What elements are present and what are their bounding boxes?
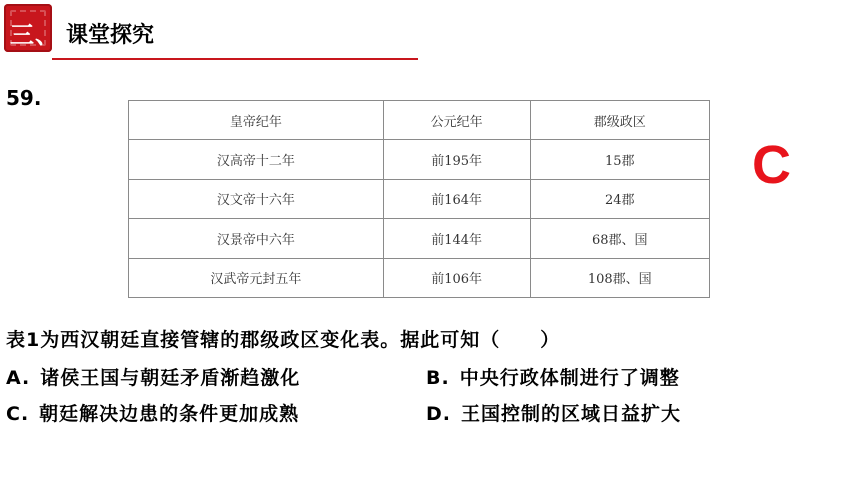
answer-letter: C (752, 135, 791, 195)
table-cell: 68郡、国 (530, 219, 710, 259)
option-text: 朝廷解决边患的条件更加成熟 (39, 403, 300, 425)
question-stem: 表1为西汉朝廷直接管辖的郡级政区变化表。据此可知（ ） (6, 329, 561, 351)
table-cell: 汉景帝中六年 (129, 219, 384, 259)
option-a[interactable] (6, 363, 300, 390)
header-divider (52, 58, 418, 60)
table-row (129, 179, 710, 219)
table-row (129, 258, 710, 298)
section-title: 课堂探究 (66, 23, 155, 48)
table-cell: 前144年 (383, 219, 530, 259)
section-number: 三、 (10, 21, 60, 49)
table-header-cell: 公元纪年 (383, 101, 530, 140)
option-letter: D. (426, 403, 451, 425)
table-header-cell: 皇帝纪年 (129, 101, 384, 140)
option-text: 王国控制的区域日益扩大 (461, 403, 682, 425)
table-row (129, 219, 710, 259)
option-b[interactable] (426, 363, 680, 390)
option-d[interactable] (426, 399, 681, 426)
option-letter: B. (426, 367, 450, 389)
table-row (129, 140, 710, 180)
table-cell: 24郡 (530, 179, 710, 219)
table-cell: 前164年 (383, 179, 530, 219)
table-cell: 108郡、国 (530, 258, 710, 298)
table-cell: 前195年 (383, 140, 530, 180)
option-letter: A. (6, 367, 31, 389)
table-cell: 15郡 (530, 140, 710, 180)
table-cell: 汉武帝元封五年 (129, 258, 384, 298)
table-cell: 汉文帝十六年 (129, 179, 384, 219)
table-cell: 前106年 (383, 258, 530, 298)
option-letter: C. (6, 403, 30, 425)
table-header-cell: 郡级政区 (530, 101, 710, 140)
option-c[interactable] (6, 399, 299, 426)
option-text: 诸侯王国与朝廷矛盾渐趋激化 (40, 367, 301, 389)
question-number: 59. (6, 86, 42, 110)
option-text: 中央行政体制进行了调整 (459, 367, 680, 389)
table-header-row (129, 101, 710, 140)
table-cell: 汉高帝十二年 (129, 140, 384, 180)
data-table (128, 100, 710, 298)
